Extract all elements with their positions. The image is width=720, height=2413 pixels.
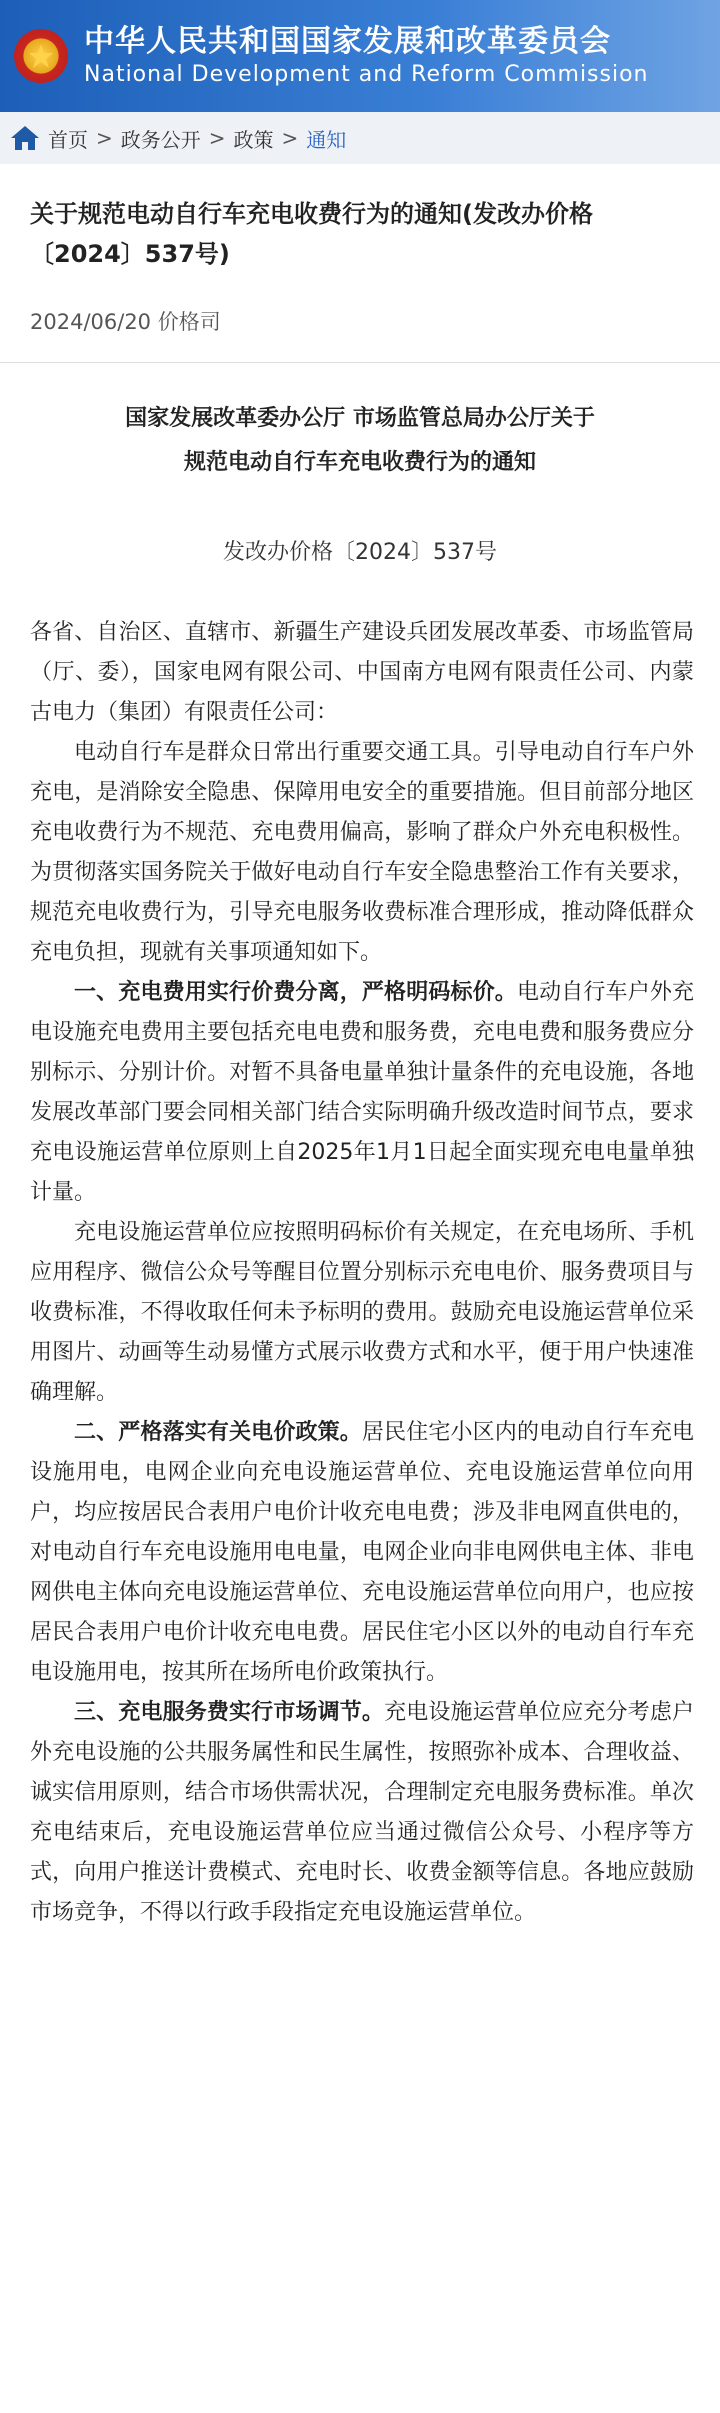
home-icon[interactable] — [10, 125, 40, 151]
section-1-paragraph — [30, 973, 694, 1213]
site-header — [0, 0, 720, 112]
section-3-heading: 三、充电服务费实行市场调节。 — [74, 1700, 385, 1725]
section-1-heading: 一、充电费用实行价费分离，严格明码标价。 — [74, 980, 517, 1005]
section-2-heading: 二、严格落实有关电价政策。 — [74, 1420, 362, 1445]
section-3-paragraph — [30, 1693, 694, 1933]
addressee-paragraph: 各省、自治区、直辖市、新疆生产建设兵团发展改革委、市场监管局（厅、委），国家电网有限公司、中国南方电网有限责任公司、内蒙古电力（集团）有限责任公司： — [30, 620, 694, 725]
section-2-text: 居民住宅小区内的电动自行车充电设施用电，电网企业向充电设施运营单位、充电设施运营单位向用户，均应按居民合表用户电价计收充电电费；涉及非电网直供电的，对电动自行车充电设施用电电量，电网企业向非电网供电主体、非电网供电主体向充电设施运营单位、充电设施运营单位向用户，也应按居民合表用户电价计收充电电费。居民住宅小区以外的电动自行车充电设施用电，按其所在场所电价政策执行。 — [30, 1420, 694, 1685]
section-2-paragraph — [30, 1413, 694, 1693]
intro-paragraph: 电动自行车是群众日常出行重要交通工具。引导电动自行车户外充电，是消除安全隐患、保障用电安全的重要措施。但目前部分地区充电收费行为不规范、充电费用偏高，影响了群众户外充电积极性。为贯彻落实国务院关于做好电动自行车安全隐患整治工作有关要求，规范充电收费行为，引导充电服务收费标准合理形成，推动降低群众充电负担，现就有关事项通知如下。 — [30, 740, 694, 965]
section-3-text: 充电设施运营单位应充分考虑户外充电设施的公共服务属性和民生属性，按照弥补成本、合理收益、诚实信用原则，结合市场供需状况，合理制定充电服务费标准。单次充电结束后，充电设施运营单位应当通过微信公众号、小程序等方式，向用户推送计费模式、充电时长、收费金额等信息。各地应鼓励市场竞争，不得以行政手段指定充电设施运营单位。 — [30, 1700, 694, 1925]
site-title-en: National Development and Reform Commission — [84, 62, 649, 87]
section-1-text: 电动自行车户外充电设施充电费用主要包括充电电费和服务费，充电电费和服务费应分别标示、分别计价。对暂不具备电量单独计量条件的充电设施，各地发展改革部门要会同相关部门结合实际明确升级改造时间节点，要求充电设施运营单位原则上自2025年1月1日起全面实现充电电量单独计量。 — [30, 980, 695, 1205]
breadcrumb-separator: > — [208, 126, 226, 150]
document-heading — [0, 363, 720, 485]
article-date: 2024/06/20 — [30, 310, 152, 334]
article-title-wrap — [0, 164, 720, 274]
document-heading-line1: 国家发展改革委办公厅 市场监管总局办公厅关于 — [125, 406, 595, 431]
breadcrumb-policy[interactable]: 政策 — [233, 127, 274, 152]
breadcrumb-separator: > — [96, 126, 113, 150]
breadcrumb-gov-affairs[interactable]: 政务公开 — [120, 127, 201, 152]
section-1-paragraph-2: 充电设施运营单位应按照明码标价有关规定，在充电场所、手机应用程序、微信公众号等醒目位置分别标示充电电价、服务费项目与收费标准，不得收取任何未予标明的费用。鼓励充电设施运营单位采用图片、动画等生动易懂方式展示收费方式和水平，便于用户快速准确理解。 — [30, 1220, 694, 1405]
breadcrumb-notice[interactable]: 通知 — [306, 127, 347, 152]
breadcrumb-separator: > — [281, 126, 299, 150]
breadcrumb — [0, 112, 720, 164]
star-icon — [27, 42, 55, 70]
article-title: 关于规范电动自行车充电收费行为的通知(发改办价格〔2024〕537号) — [30, 200, 593, 268]
breadcrumb-home[interactable]: 首页 — [48, 127, 88, 152]
site-title-cn: 中华人民共和国国家发展和改革委员会 — [84, 24, 611, 59]
article-body — [0, 573, 720, 1933]
site-title[interactable] — [84, 23, 649, 89]
article-source: 价格司 — [157, 310, 221, 334]
article-meta — [0, 274, 720, 336]
document-heading-line2: 规范电动自行车充电收费行为的通知 — [183, 450, 536, 475]
national-emblem-icon[interactable] — [14, 29, 68, 83]
document-number: 发改办价格〔2024〕537号 — [223, 540, 497, 565]
